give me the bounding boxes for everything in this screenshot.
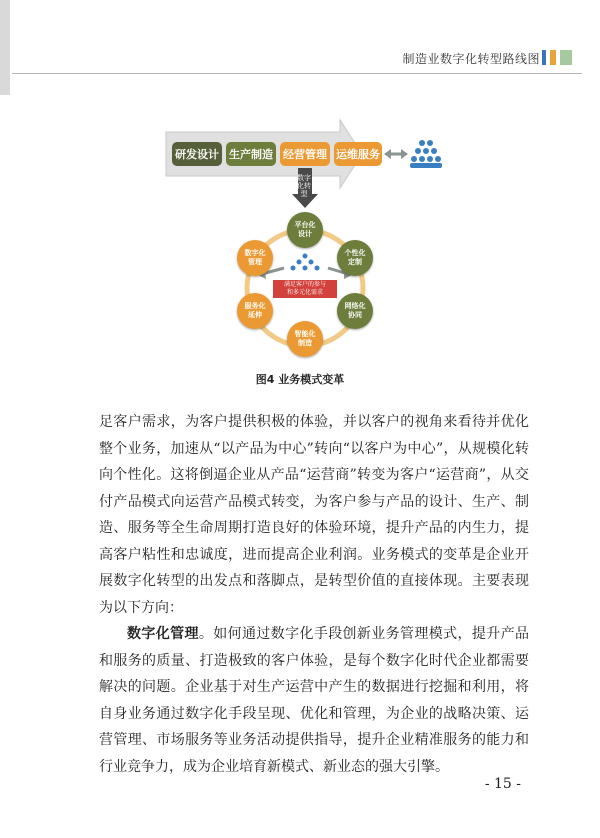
double-arrow-top	[384, 149, 408, 159]
center-people-icon	[291, 254, 320, 271]
header-accent-blue	[542, 50, 546, 65]
transform-label: 数字化转型	[297, 174, 311, 198]
page-number: - 15 -	[484, 776, 521, 792]
header-divider	[12, 73, 582, 74]
node-intelligent-manufacturing: 智能化 制造	[287, 321, 323, 357]
header-accent-orange	[550, 50, 556, 65]
node-platform-design: 平台化 设计	[287, 212, 323, 248]
figure-caption: 图4 业务模式变革	[255, 373, 345, 386]
running-header-title: 制造业数字化转型路线图	[402, 52, 540, 66]
node-digital-management: 数字化 管理	[237, 240, 273, 276]
chain-operations-management: 经营管理	[280, 142, 330, 166]
page-edge-strip	[0, 0, 10, 95]
header-accent-green	[560, 50, 572, 65]
paragraph-2	[99, 621, 529, 780]
paragraph-1: 足客户需求，为客户提供积极的体验，并以客户的视角来看待并优化整个业务，加速从“以产品为中心”转向“以客户为中心”，从规模化转向个性化。这将倒逼企业从产品“运营商”转变为客户“运营商”，从交付产品模式向运营产品模式转变，为客户参与产品的设计、生产、制造、服务等全生命周期打造良好的体验环境，提升产品的内生力，提高客户粘性和忠诚度，进而提高企业利润。业务模式的变革是企业开展数字化转型的出发点和落脚点，是转型价值的直接体现。主要表现为以下方向：	[99, 414, 529, 616]
node-service-extension: 服务化 延伸	[237, 293, 273, 329]
business-model-diagram	[162, 118, 452, 368]
body-text	[99, 409, 529, 780]
chain-rd-design: 研发设计	[172, 142, 222, 166]
paragraph-2-term: 数字化管理	[127, 626, 199, 642]
chain-maintenance-service: 运维服务	[334, 142, 382, 166]
people-group-icon	[410, 140, 442, 168]
chain-production: 生产制造	[226, 142, 276, 166]
center-customer-needs-label: 满足客户的参与 和多元化需求	[273, 280, 337, 298]
paragraph-2-text: 。如何通过数字化手段创新业务管理模式，提升产品和服务的质量、打造极致的客户体验，是每个数字化时代企业都需要解决的问题。企业基于对生产运营中产生的数据进行挖掘和利用，将自身业务通过数字化手段呈现、优化和管理，为企业的战略决策、运营管理、市场服务等业务活动提供指导，提升企业精准服务的能力和行业竞争力，成为企业培育新模式、新业态的强大引擎。	[99, 626, 530, 775]
node-personalized-customization: 个性化 定制	[337, 240, 373, 276]
node-networked-collaboration: 网络化 协同	[337, 293, 373, 329]
